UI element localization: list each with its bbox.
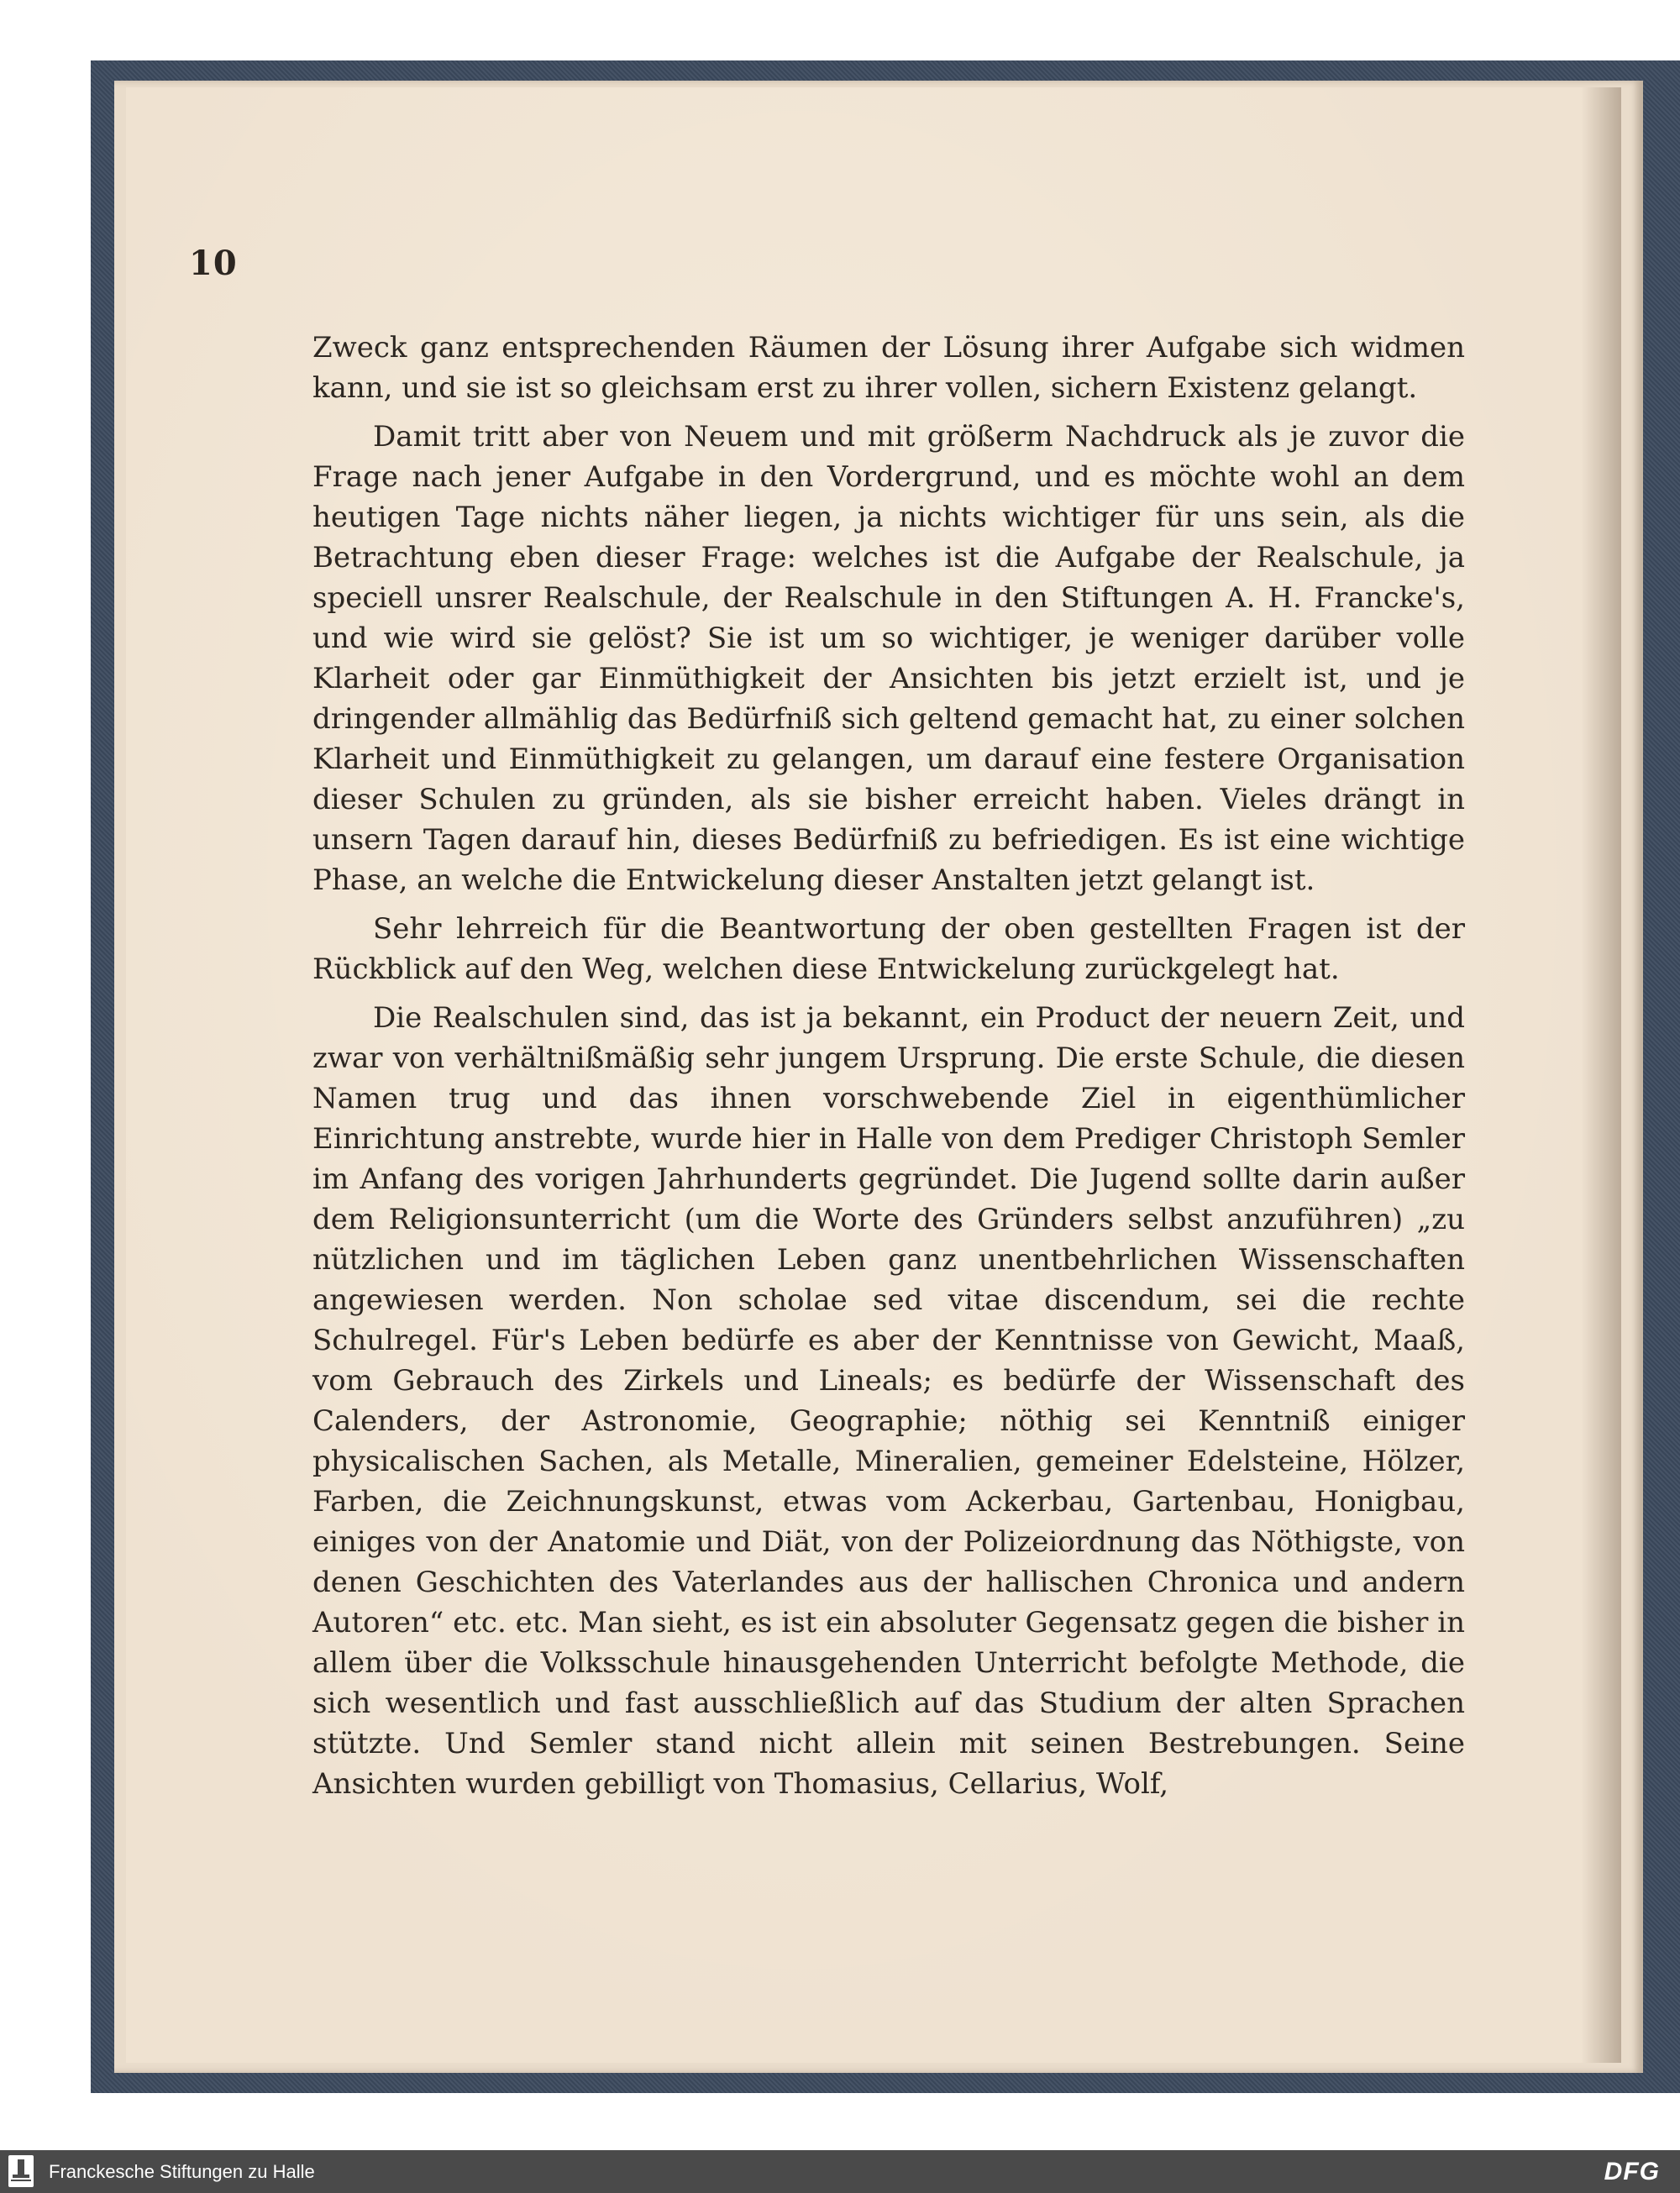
tower-icon bbox=[8, 2155, 34, 2187]
page-gutter-shadow bbox=[1581, 87, 1621, 2063]
dfg-logo: DFG bbox=[1604, 2158, 1660, 2185]
paragraph-3: Sehr lehrreich für die Beantwortung der oben gestellten Fragen ist der Rückblick auf den Weg, welchen diese Entwickelung zurückgelegt hat. bbox=[312, 912, 1465, 986]
paragraph-1: Zweck ganz entsprechenden Räumen der Lösung ihrer Aufgabe sich widmen kann, und sie ist so gleichsam erst zu ihrer vollen, sichern Existenz gelangt. bbox=[312, 331, 1465, 405]
institution-label: Franckesche Stiftungen zu Halle bbox=[49, 2161, 315, 2182]
paragraph-2: Damit tritt aber von Neuem und mit größerm Nachdruck als je zuvor die Frage nach jener Aufgabe in den Vordergrund, und es möchte wohl an dem heutigen Tage nichts näher liegen, ja nichts wichtiger für uns sein, als die Betrachtung eben dieser Frage: welches ist die Aufgabe der Realschule, ja speciell unsrer Realschule, der Realschule in den Stiftungen A. H. Francke's, und wie wird sie gelöst? Sie ist um so wichtiger, je weniger darüber volle Klarheit oder gar Einmüthigkeit der Ansichten bis jetzt erzielt ist, und je dringender allmählig das Bedürfniß sich geltend gemacht hat, zu einer solchen Klarheit und Einmüthigkeit zu gelangen, um darauf eine festere Organisation dieser Schulen zu gründen, als sie bisher erreicht haben. Vieles drängt in unsern Tagen darauf hin, dieses Bedürfniß zu befriedigen. Es ist eine wichtige Phase, an welche die Entwickelung dieser Anstalten jetzt gelangt ist. bbox=[312, 420, 1465, 897]
viewer-footer-bar bbox=[0, 2150, 1680, 2193]
page-number: 10 bbox=[189, 244, 238, 283]
body-text bbox=[312, 328, 1465, 1804]
paragraph-4: Die Realschulen sind, das ist ja bekannt, ein Product der neuern Zeit, und zwar von verhältnißmäßig sehr jungem Ursprung. Die erste Schule, die diesen Namen trug und das ihnen vorschwebende Ziel in eigenthümlicher Einrichtung anstrebte, wurde hier in Halle von dem Prediger Christoph Semler im Anfang des vorigen Jahrhunderts gegründet. Die Jugend sollte darin außer dem Religionsunterricht (um die Worte des Gründers selbst anzuführen) „zu nützlichen und im täglichen Leben ganz unentbehrlichen Wissenschaften angewiesen werden. Non scholae sed vitae discendum, sei die rechte Schulregel. Für's Leben bedürfe es aber der Kenntnisse von Gewicht, Maaß, vom Gebrauch des Zirkels und Lineals; es bedürfe der Wissenschaft des Calenders, der Astronomie, Geographie; nöthig sei Kenntniß einiger physicalischen Sachen, als Metalle, Mineralien, gemeiner Edelsteine, Hölzer, Farben, die Zeichnungskunst, etwas vom Ackerbau, Gartenbau, Honigbau, einiges von der Anatomie und Diät, von der Polizeiordnung das Nöthigste, von denen Geschichten des Vaterlandes aus der hallischen Chronica und andern Autoren“ etc. etc. Man sieht, es ist ein absoluter Gegensatz gegen die bisher in allem über die Volksschule hinausgehenden Unterricht befolgte Methode, die sich wesentlich und fast ausschließlich auf das Studium der alten Sprachen stützte. Und Semler stand nicht allein mit seinen Bestrebungen. Seine Ansichten wurden gebilligt von Thomasius, Cellarius, Wolf, bbox=[312, 1001, 1465, 1801]
